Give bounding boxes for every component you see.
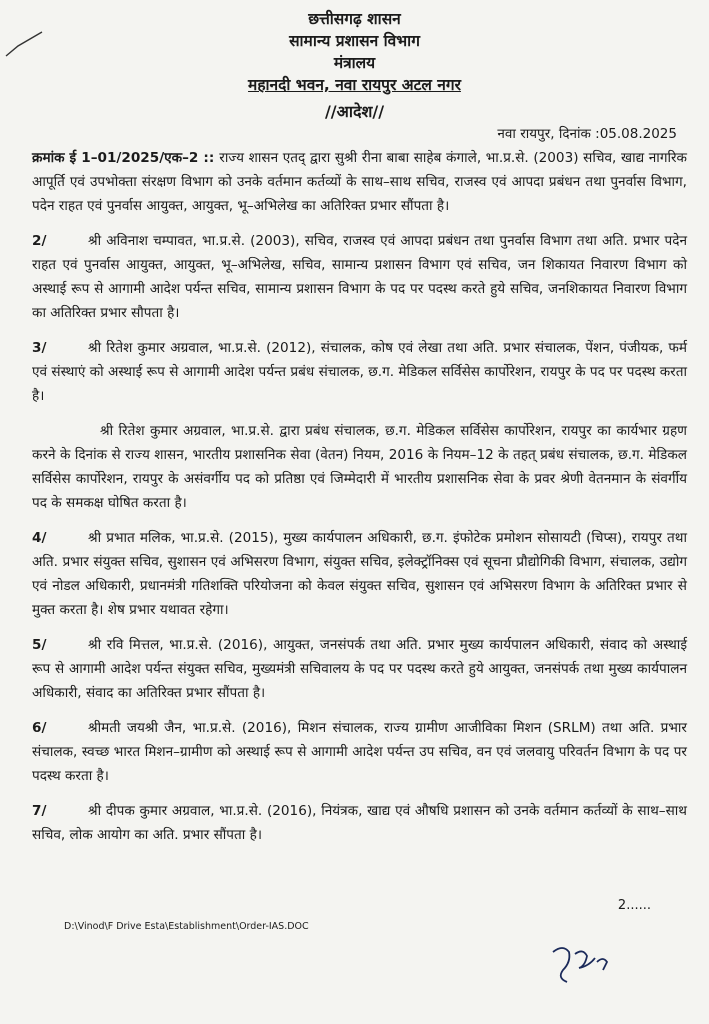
paragraph-number: 4/ [32, 530, 47, 546]
paragraph-number: 3/ [32, 340, 47, 356]
govt-name: छत्तीसगढ़ शासन [308, 10, 401, 28]
paragraph-6 [32, 716, 687, 788]
paragraph-text: श्रीमती जयश्री जैन, भा.प्र.से. (2016), मिशन संचालक, राज्य ग्रामीण आजीविका मिशन (SRLM) तथा अति. प्रभार संचालक, स्वच्छ भारत मिशन–ग्रामीण को अस्थाई रूप से आगामी आदेश पर्यन्त उप सचिव, वन एवं जलवायु परिवर्तन विभाग के पद पर पदस्थ करता है। [32, 720, 687, 784]
signature-icon [545, 940, 625, 990]
paragraph-text: श्री प्रभात मलिक, भा.प्र.से. (2015), मुख्य कार्यपालन अधिकारी, छ.ग. इंफोटेक प्रमोशन सोसायटी (चिप्स), रायपुर तथा अति. प्रभार संयुक्त सचिव, सुशासन एवं अभिसरण विभाग, संयुक्त सचिव, इलेक्ट्रॉनिक्स एवं सूचना प्रौद्योगिकी विभाग, संचालक, उद्योग एवं नोडल अधिकारी, प्रधानमंत्री गतिशक्ति परियोजना को केवल संयुक्त सचिव, सुशासन एवं अभिसरण विभाग के अतिरिक्त प्रभार से मुक्त करता है। शेष प्रभार यथावत रहेगा। [32, 530, 687, 618]
paragraph-3 [32, 336, 687, 408]
paragraph-number: 2/ [32, 233, 47, 249]
paragraph-number: 5/ [32, 637, 47, 653]
paragraph-7 [32, 799, 687, 847]
order-number: क्रमांक ई 1–01/2025/एक–2 :: [32, 150, 220, 166]
paragraph-number: 6/ [32, 720, 47, 736]
paragraph-2 [32, 229, 687, 325]
paragraph-text: श्री रितेश कुमार अग्रवाल, भा.प्र.से. (2012), संचालक, कोष एवं लेखा तथा अति. प्रभार संचालक, पेंशन, पंजीयक, फर्म एवं संस्थाएं को अस्थाई रूप से आगामी आदेश पर्यन्त प्रबंध संचालक, छ.ग. मेडिकल सर्विसेस कार्पोरेशन, रायपुर के पद पर पदस्थ करता है। [32, 340, 687, 404]
paragraph-number: 7/ [32, 803, 47, 819]
paragraph-text: श्री दीपक कुमार अग्रवाल, भा.प्र.से. (2016), नियंत्रक, खाद्य एवं औषधि प्रशासन को उनके वर्तमान कर्तव्यों के साथ–साथ सचिव, लोक आयोग का अति. प्रभार सौंपता है। [32, 803, 687, 843]
paragraph-text: राज्य शासन एतद् द्वारा सुश्री रीना बाबा साहेब कंगाले, भा.प्र.से. (2003) सचिव, खाद्य नागरिक आपूर्ति एवं उपभोक्ता संरक्षण विभाग को उनके वर्तमान कर्तव्यों के साथ–साथ सचिव, राजस्व एवं आपदा प्रबंधन तथा पुनर्वास विभाग, पदेन राहत एवं पुनर्वास आयुक्त, आयुक्त, भू–अभिलेख का अतिरिक्त प्रभार सौंपता है। [32, 150, 687, 214]
file-path: D:\Vinod\F Drive Esta\Establishment\Order-IAS.DOC [64, 921, 309, 932]
paragraph-3b [32, 419, 687, 515]
date-line: नवा रायपुर, दिनांक :05.08.2025 [497, 126, 677, 142]
paragraph-1 [32, 146, 687, 218]
order-body [32, 146, 687, 858]
address-line: महानदी भवन, नवा रायपुर अटल नगर [248, 76, 461, 94]
paragraph-4 [32, 526, 687, 622]
department-name: सामान्य प्रशासन विभाग [289, 32, 420, 50]
paragraph-text: श्री रितेश कुमार अग्रवाल, भा.प्र.से. द्वारा प्रबंध संचालक, छ.ग. मेडिकल सर्विसेस कार्पोरेशन, रायपुर का कार्यभार ग्रहण करने के दिनांक से राज्य शासन, भारतीय प्रशासनिक सेवा (वेतन) नियम, 2016 के नियम–12 के तहत् प्रबंध संचालक, छ.ग. मेडिकल सर्विसेस कार्पोरेशन, रायपुर के असंवर्गीय पद को प्रतिष्ठा एवं जिम्मेदारी में भारतीय प्रशासनिक सेवा के प्रवर श्रेणी वेतनमान के संवर्गीय पद के समकक्ष घोषित करता है। [32, 423, 687, 511]
page-number: 2...... [617, 898, 651, 913]
order-title: //आदेश// [324, 102, 385, 121]
paragraph-text: श्री रवि मित्तल, भा.प्र.से. (2016), आयुक्त, जनसंपर्क तथा अति. प्रभार मुख्य कार्यपालन अधिकारी, संवाद को अस्थाई रूप से आगामी आदेश पर्यन्त संयुक्त सचिव, मुख्यमंत्री सचिवालय के पद पर पदस्थ करते हुये आयुक्त, जनसंपर्क तथा मुख्य कार्यपालन अधिकारी, संवाद का अतिरिक्त प्रभार सौंपता है। [32, 637, 687, 701]
letterhead [0, 8, 709, 96]
paragraph-text: श्री अविनाश चम्पावत, भा.प्र.से. (2003), सचिव, राजस्व एवं आपदा प्रबंधन तथा पुनर्वास विभाग तथा अति. प्रभार पदेन राहत एवं पुनर्वास आयुक्त, आयुक्त, भू–अभिलेख, सचिव, सामान्य प्रशासन विभाग एवं सचिव, जन शिकायत निवारण विभाग को अस्थाई रूप से आगामी आदेश पर्यन्त सचिव, सामान्य प्रशासन विभाग के पद पर पदस्थ करते हुये सचिव, जनशिकायत निवारण विभाग का अतिरिक्त प्रभार सौपता है। [32, 233, 687, 321]
ministry-label: मंत्रालय [333, 54, 376, 72]
paragraph-5 [32, 633, 687, 705]
